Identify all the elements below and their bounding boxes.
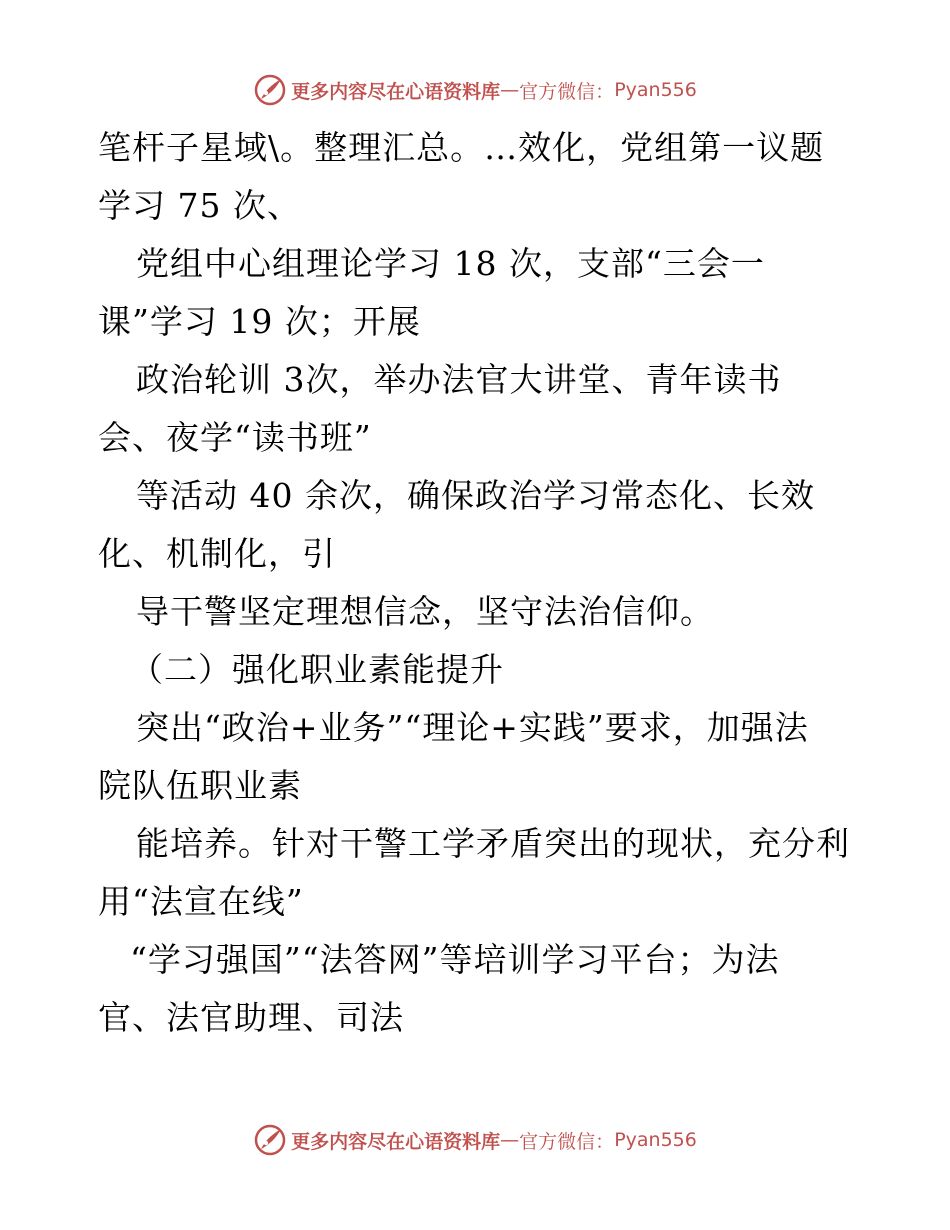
quill-logo-icon: [253, 1123, 287, 1157]
body-line: 突出“政治+业务”“理论+实践”要求，加强法: [136, 708, 809, 747]
watermark-dash: —: [500, 1129, 520, 1151]
watermark-site-text: 更多内容尽在心语资料库: [291, 1130, 501, 1153]
body-line: 党组中心组理论学习 18 次，支部“三会一: [136, 244, 765, 283]
section-heading: （二）强化职业素能提升: [130, 650, 504, 689]
watermark-site-text: 更多内容尽在心语资料库: [291, 80, 501, 103]
watermark-dash: —: [500, 79, 520, 101]
watermark-wechat-id: Pyan556: [614, 79, 697, 101]
body-line: 会、夜学“读书班”: [98, 418, 372, 457]
body-line: 院队伍职业素: [98, 766, 302, 805]
watermark-wechat-label: 官方微信：: [519, 80, 615, 103]
body-line: 用“法宣在线”: [98, 882, 304, 921]
body-line: 导干警坚定理想信念，坚守法治信仰。: [136, 592, 714, 631]
footer-watermark: [0, 1120, 950, 1160]
watermark-wechat-label: 官方微信：: [519, 1130, 615, 1153]
quill-logo-icon: [253, 73, 287, 107]
body-line: 学习 75 次、: [98, 186, 301, 225]
body-line: 课”学习 19 次；开展: [98, 302, 421, 341]
body-line: 能培养。针对干警工学矛盾突出的现状，充分利: [136, 824, 850, 863]
body-line: 政治轮训 3次，举办法官大讲堂、青年读书: [136, 360, 782, 399]
body-line: 化、机制化，引: [98, 534, 336, 573]
body-line: 笔杆子星域\。整理汇总。…效化，党组第一议题: [98, 128, 825, 167]
body-line: 等活动 40 余次，确保政治学习常态化、长效: [136, 476, 815, 515]
body-line: “学习强国”“法答网”等培训学习平台；为法: [130, 940, 780, 979]
body-line: 官、法官助理、司法: [98, 998, 404, 1037]
watermark-wechat-id: Pyan556: [614, 1129, 697, 1151]
header-watermark: [0, 70, 950, 110]
